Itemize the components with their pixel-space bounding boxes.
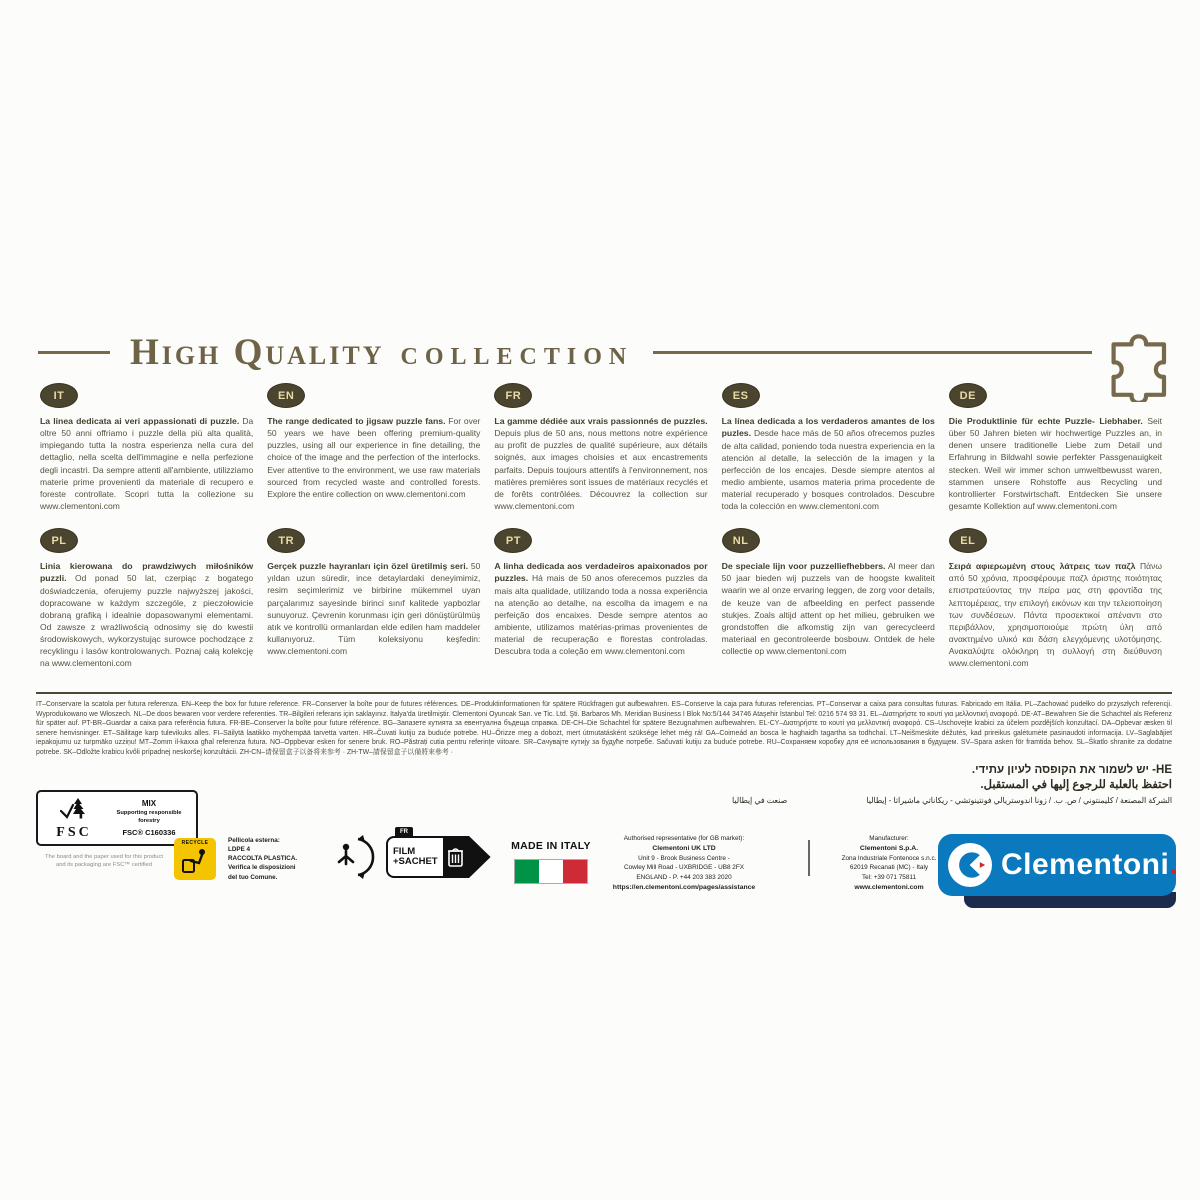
lang-badge-tr: TR — [267, 528, 305, 553]
film-sachet-label — [386, 828, 502, 880]
legal-fine-print: IT–Conservare la scatola per futura referenza. EN–Keep the box for future reference. FR–Conserver la boîte pour de futures références. DE–Produktinformationen für spätere Rückfragen gut aufbewahren. ES–Conserve la caja para futuras referencias. PT–Conservar a caixa para consultas futuras. Fabricado em Itália. PL–Zachować pudełko do przyszłych referencji. Wyprodukowano we Włoszech. NL–De doos bewaren voor verdere referenties. TR–Bilgileri referans için saklayınız. İtalya'da üretilmiştir. Clementoni Oyuncak San. ve Tic. Ltd. Şti. Barbaros Mh. Meridian Business I Blok No:5/144 34746 Ataşehir İstanbul Tel: 0216 574 93 31. EL–Διατηρήστε το κουτί για μελλοντική αναφορά. DE-AT–Bewahren Sie die Schachtel als Referenz für später auf. PT-BR–Guardar a caixa para referência futura. FR-BE–Conserver la boîte pour future référence. BG–Запазете кутията за евентуална бъдеща справка. DE-CH–Die Schachtel für spätere Bezugnahmen aufbewahren. EL-CY–Διατηρήστε το κουτί για μελλοντική αναφορά. CS–Uschovejte krabici za účelem pozdějších konzultací. DA–Opbevar æsken til senere henvisninger. ET–Säilitage karp tulevikuks alles. FI–Säilytä laatikko myöhempää tarvetta varten. HR–Čuvati kutiju za buduće potrebe. HU–Őrizze meg a dobozt, mert útmutatásként szüksége lehet még rá! GA–Coimeád an bosca le haghaidh tagartha sa todhchaí. LT–Neišmeskite dėžutės, kad prireikus galėtumėte pasinaudoti informacija. LV–Saglabājiet iepakojumu uz turpmāko uzziņu! MT–Żomm il-kaxxa għal referenza futura. NO–Oppbevar esken for senere bruk. RO–Păstrați cutia pentru referințe viitoare. SR–Сачувајте кутију за будуће потребе. Sačuvati kutiju za buduće potrebe. RU–Сохраняем коробку для её использования в будущем. SV–Spara asken för framtida behov. SL–Škatlo shranite za dodatne potrebe. SK–Odložte krabicu kvôli prípadnej neskoršej konzultácii. ZH-CN–请保留盒子以备将来参考 · ZH-TW–請保留盒子以備將來參考 · — [36, 701, 1172, 756]
logo-period: . — [1169, 848, 1179, 881]
lang-block-pt — [494, 528, 707, 669]
lang-block-fr — [494, 383, 707, 512]
lang-block-en — [267, 383, 480, 512]
manufacturer-block: Manufacturer: Clementoni S.p.A. Zona Industriale Fontenoce s.n.c. 62019 Recanati (MC) - Italy Tel: +39 071 75811 www.clementoni.com — [841, 835, 937, 891]
lang-title-it: La linea dedicata ai veri appassionati di puzzle. — [40, 416, 240, 426]
lang-block-nl — [722, 528, 935, 669]
lang-body-it: Da oltre 50 anni offriamo i puzzle della più alta qualità, impiegando tutta la nostra esperienza nella cura del dettaglio, nella scelta dell'immagine e nella perfezione degli incastri. Da sempre attenti all'ambiente, utilizziamo materie prime provenienti da materiale di recupero e foreste controllate. Scopri tutta la collezione su www.clementoni.com — [40, 416, 254, 511]
lang-badge-el: EL — [949, 528, 987, 553]
lang-body-el: Πάνω από 50 χρόνια, προσφέρουμε παζλ άριστης ποιότητας επιστρατεύοντας την πείρα μας στη φροντίδα της λεπτομέρειας, την επιλογή εικόνων και την τελειοποίηση των συνδέσεων. Πάντα προσεκτικοί απέναντι στο περιβάλλον, χρησιμοποιούμε πρώτη ύλη από ανακτημένο υλικό και δάση ελεγχόμενης υλοτόμησης. Ανακαλύψτε ολόκληρη τη συλλογή στη διεύθυνση www.clementoni.com — [948, 561, 1162, 668]
lang-block-de — [949, 383, 1162, 512]
arabic-made-in: صنعت في إيطاليا — [732, 796, 788, 805]
flag-white-stripe — [539, 860, 563, 883]
fsc-mix: MIX — [141, 799, 157, 809]
legal-divider — [36, 692, 1172, 694]
lang-badge-nl: NL — [722, 528, 760, 553]
plastic-disposal-note: Pellicola esterna: LDPE 4 RACCOLTA PLASTICA. Verifica le disposizioni del tuo Comune. — [228, 837, 298, 881]
fsc-logo — [38, 793, 106, 843]
fsc-label — [36, 790, 198, 846]
lang-body-nl: Al meer dan 50 jaar bieden wij puzzels van de hoogste kwaliteit waarin we al onze ervaring leggen, de zorg voor details, de keuze van de afbeelding en perfect passende stukjes. Zoals altijd attent op het milieu, gebruiken we grondstoffen die afkomstig zijn van gerecycleerd materiaal en gecontroleerde bosbouw. Ontdek de hele collectie op www.clementoni.com — [721, 561, 935, 656]
lang-body-fr: Depuis plus de 50 ans, nous mettons notre expérience au profit de puzzles de qualité supérieure, aux détails soignés, aux images choisies et aux encastrements parfaits. Depuis toujours attentifs à l'environnement, nos matières premières sont issues de matériaux recyclés et de forêts contrôlées. Découvrez la collection sur www.clementoni.com — [494, 428, 708, 511]
arabic-note: احتفظ بالعلبة للرجوع إليها في المستقبل. — [980, 779, 1172, 791]
collection-title-main: High Quality — [130, 332, 385, 373]
arabic-company-text: الشركة المصنعة / كليمنتوني / ص. ب. / زونا اندوستريالي فونتينوتشي - ريكاناتي ماشيراتا - إيطاليا — [866, 796, 1172, 805]
lang-body-de: Seit über 50 Jahren bieten wir hochwertige Puzzles an, in denen unsere traditionelle Liebe zum Detail und Erfahrung in Bildwahl sowie perfekter Passgenauigkeit stecken. Weil wir immer schon umweltbewusst waren, stammen unsere Rohstoffe aus Recycling und kontrollierter Forstwirtschaft. Entdecken Sie unsere gesamte Kollektion auf www.clementoni.com — [948, 416, 1162, 511]
fsc-label-text — [106, 799, 196, 836]
lang-title-nl: De speciale lijn voor puzzelliefhebbers. — [721, 561, 886, 572]
recycle-icon — [174, 838, 216, 880]
lang-title-pl: Linia kierowana do prawdziwych miłośników puzzli. — [40, 561, 254, 584]
fsc-tagline: Supporting responsible forestry — [116, 810, 182, 824]
lang-title-el: Σειρά αφιερωμένη στους λάτρεις των παζλ — [948, 561, 1136, 572]
collection-header — [38, 314, 1174, 391]
clementoni-c-mark-icon — [948, 843, 992, 887]
tidyman-icon — [179, 846, 211, 876]
lang-block-tr — [267, 528, 480, 669]
clementoni-wordmark: Clementoni. — [1001, 848, 1179, 881]
lang-title-es: La línea dedicada a los verdaderos amantes de los puzles. — [721, 416, 935, 439]
lang-badge-it: IT — [40, 383, 78, 408]
lang-badge-fr: FR — [494, 383, 532, 408]
made-in-italy-label: MADE IN ITALY — [511, 840, 591, 852]
lang-title-fr: La gamme dédiée aux vrais passionnés de puzzles. — [494, 416, 708, 426]
lang-body-tr: 50 yıldan uzun süredir, ince detaylardaki deneyimimiz, resim seçimlerimiz ve birbirine mükemmel uyan parçalarımız sayesinde birinci sınıf kalitede yapbozlar sunuyoruz. Çevrenin korunması için geri dönüştürülmüş atık ve kontrollü ormanlardan elde edilen ham maddeler kullanıyoruz. Tüm koleksiyonu keşfedin: www.clementoni.com — [267, 561, 481, 656]
lang-title-de: Die Produktlinie für echte Puzzle- Liebhaber. — [948, 416, 1143, 426]
fsc-brand-text: FSC — [56, 825, 92, 840]
film-sachet-text: FILM +SACHET — [386, 836, 443, 878]
lang-body-pt: Há mais de 50 anos oferecemos puzzles da mais alta qualidade, utilizando toda a nossa experiência na atenção ao detalhe, na escolha da imagem e na perfeição dos encaixes. Desde sempre atentos ao ambiente, utilizamos matérias-primas provenientes de material de recuperação e florestas controladas. Descubra toda a coleção em www.clementoni.com — [494, 573, 708, 657]
footer — [36, 788, 1179, 928]
fsc-tree-checkmark-icon — [59, 796, 89, 825]
header-rule-right — [653, 351, 1092, 354]
lang-badge-de: DE — [949, 383, 987, 408]
footer-divider — [808, 840, 810, 876]
collection-title-sub: COLLECTION — [400, 344, 634, 370]
lang-body-es: Desde hace más de 50 años ofrecemos puzles de alta calidad, poniendo toda nuestra experiencia en la atención al detalle, la selección de la imagen y la perfección de los encajes. Desde siempre atentos al medio ambiente, usamos materia prima procedente de material recuperado y bosques controlados. Descubre toda la colección en www.clementoni.com — [721, 428, 935, 511]
collection-title — [130, 331, 633, 374]
film-sachet-country: FR — [395, 827, 413, 836]
lang-block-it — [40, 383, 253, 512]
lang-title-en: The range dedicated to jigsaw puzzle fans. — [267, 416, 446, 426]
lang-block-el — [949, 528, 1162, 669]
lang-block-es — [722, 383, 935, 512]
gb-representative-block: Authorised representative (for GB market): Clementoni UK LTD Unit 9 - Brook Business Centre - Cowley Mill Road - UXBRIDGE - UB8 2FX ENGLAND - P. +44 203 383 2020 https://en.clementoni.com/pages/assistance — [612, 835, 756, 891]
waste-bin-icon — [443, 836, 491, 878]
fsc-license-code: FSC® C160336 — [122, 827, 176, 837]
lang-badge-pl: PL — [40, 528, 78, 553]
lang-badge-en: EN — [267, 383, 305, 408]
lang-title-tr: Gerçek puzzle hayranları için özel üretilmiş seri. — [267, 561, 469, 572]
clementoni-logo — [938, 834, 1179, 896]
lang-title-pt: A linha dedicada aos verdadeiros apaixonados por puzzles. — [494, 561, 708, 584]
recycle-icon-label: RECYCLE — [181, 840, 209, 846]
flag-green-stripe — [515, 860, 539, 883]
language-blocks-grid — [40, 383, 1162, 669]
lang-body-en: For over 50 years we have been offering premium-quality puzzles, using all our experience in fine detailing, the choice of the image and the perfection of the interlocks. Ever attentive to the environment, we use raw materials sourced from recycled waste and controlled forests. Explore the entire collection on www.clementoni.com — [267, 416, 481, 499]
lang-block-pl — [40, 528, 253, 669]
lang-badge-pt: PT — [494, 528, 532, 553]
hebrew-note: HE- יש לשמור את הקופסה לעיון עתידי. — [971, 764, 1172, 776]
lang-body-pl: Od ponad 50 lat, czerpiąc z bogatego doświadczenia, oferujemy puzzle najwyższej jakości, dopracowane w każdym szczególe, z pieczołowicie dobraną grafiką i idealnie dopasowanymi elementami. Od zawsze z wrażliwością odnosimy się do kwestii środowiskowych, wykorzystując surowce pochodzące z recyklingu i lasów kontrolowanych. Poznaj całą kolekcję na www.clementoni.com — [40, 573, 254, 669]
fsc-certification-note: The board and the paper used for this product and its packaging are FSC™ certified — [45, 854, 163, 868]
triman-icon — [332, 834, 378, 885]
lang-badge-es: ES — [722, 383, 760, 408]
header-rule-left — [38, 351, 110, 354]
